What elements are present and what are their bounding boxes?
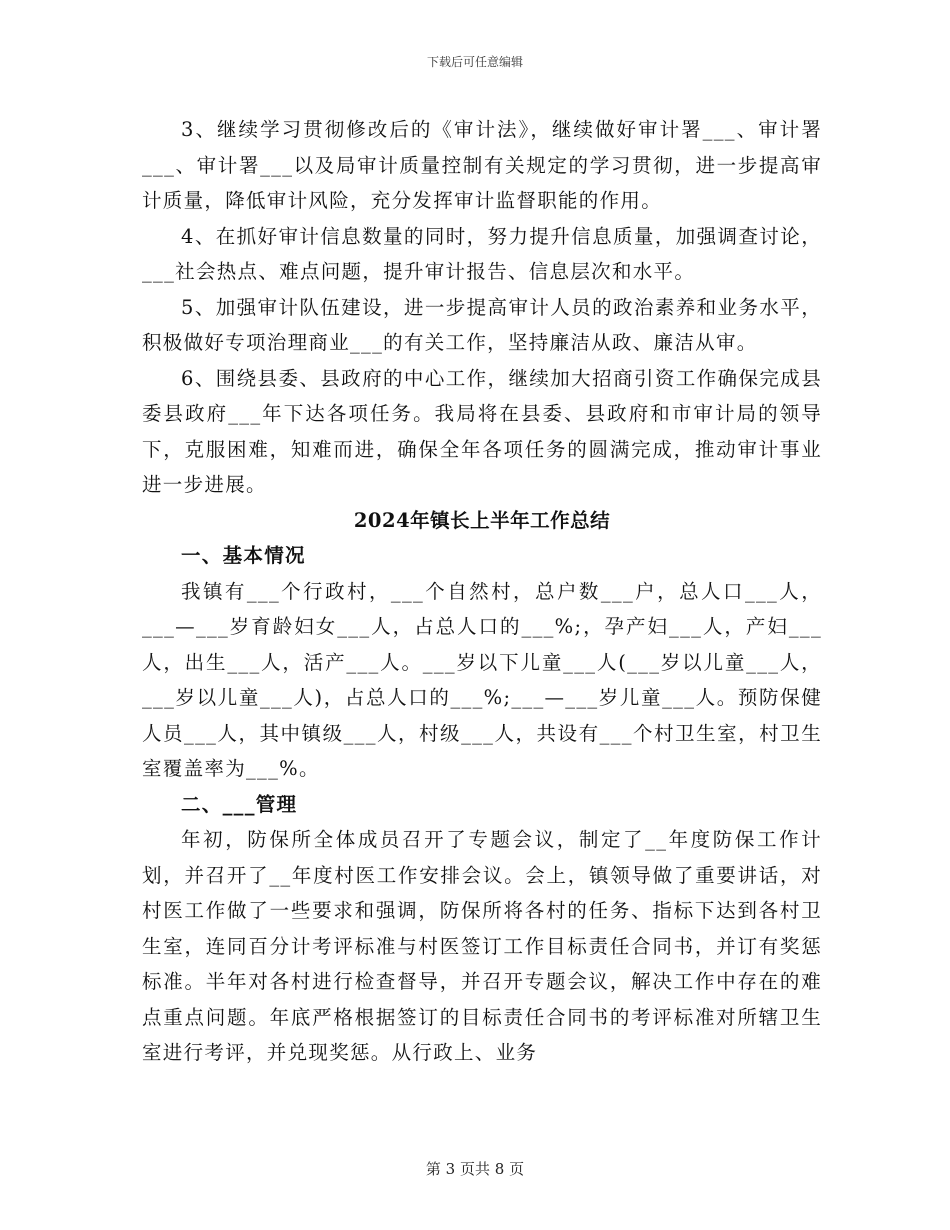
section-heading-basic-situation: 一、基本情况 bbox=[181, 544, 306, 567]
document-header-note: 下载后可任意编辑 bbox=[426, 55, 523, 69]
paragraph-item-4: 4、在抓好审计信息数量的同时，努力提升信息质量，加强调查讨论，___社会热点、难点问题，提升审计报告、信息层次和水平。 bbox=[142, 224, 822, 283]
paragraph-item-6: 6、围绕县委、县政府的中心工作，继续加大招商引资工作确保完成县委县政府___年下达各项任务。我局将在县委、县政府和市审计局的领导下，克服困难，知难而进，确保全年各项任务的圆满完成，推动审计事业进一步进展。 bbox=[142, 366, 822, 496]
document-title: 2024年镇长上半年工作总结 bbox=[353, 508, 611, 532]
document-body bbox=[142, 112, 822, 1071]
page-number-footer: 第 3 页共 8 页 bbox=[425, 1160, 525, 1178]
basic-situation-paragraph: 我镇有___个行政村，___个自然村，总户数___户，总人口___人，___—___岁育龄妇女___人，占总人口的___%;，孕产妇___人，产妇___人，出生___人，活产___人。___岁以下儿童___人(___岁以儿童___人，___岁以儿童___人)，占总人口的___%;___—___岁儿童___人。预防保健人员___人，其中镇级___人，村级___人，共设有___个村卫生室，村卫生室覆盖率为___%。 bbox=[142, 579, 822, 780]
paragraph-item-3: 3、继续学习贯彻修改后的《审计法》，继续做好审计署___、审计署___、审计署___以及局审计质量控制有关规定的学习贯彻，进一步提高审计质量，降低审计风险，充分发挥审计监督职能的作用。 bbox=[142, 118, 822, 212]
management-paragraph: 年初，防保所全体成员召开了专题会议，制定了__年度防保工作计划，并召开了__年度村医工作安排会议。会上，镇领导做了重要讲话，对村医工作做了一些要求和强调，防保所将各村的任务、指标下达到各村卫生室，连同百分计考评标准与村医签订工作目标责任合同书，并订有奖惩标准。半年对各村进行检查督导，并召开专题会议，解决工作中存在的难点重点问题。年底严格根据签订的目标责任合同书的考评标准对所辖卫生室进行考评，并兑现奖惩。从行政上、业务 bbox=[142, 828, 822, 1064]
paragraph-item-5: 5、加强审计队伍建设，进一步提高审计人员的政治素养和业务水平，积极做好专项治理商业___的有关工作，坚持廉洁从政、廉洁从审。 bbox=[142, 295, 822, 354]
section-heading-management: 二、___管理 bbox=[181, 792, 298, 816]
